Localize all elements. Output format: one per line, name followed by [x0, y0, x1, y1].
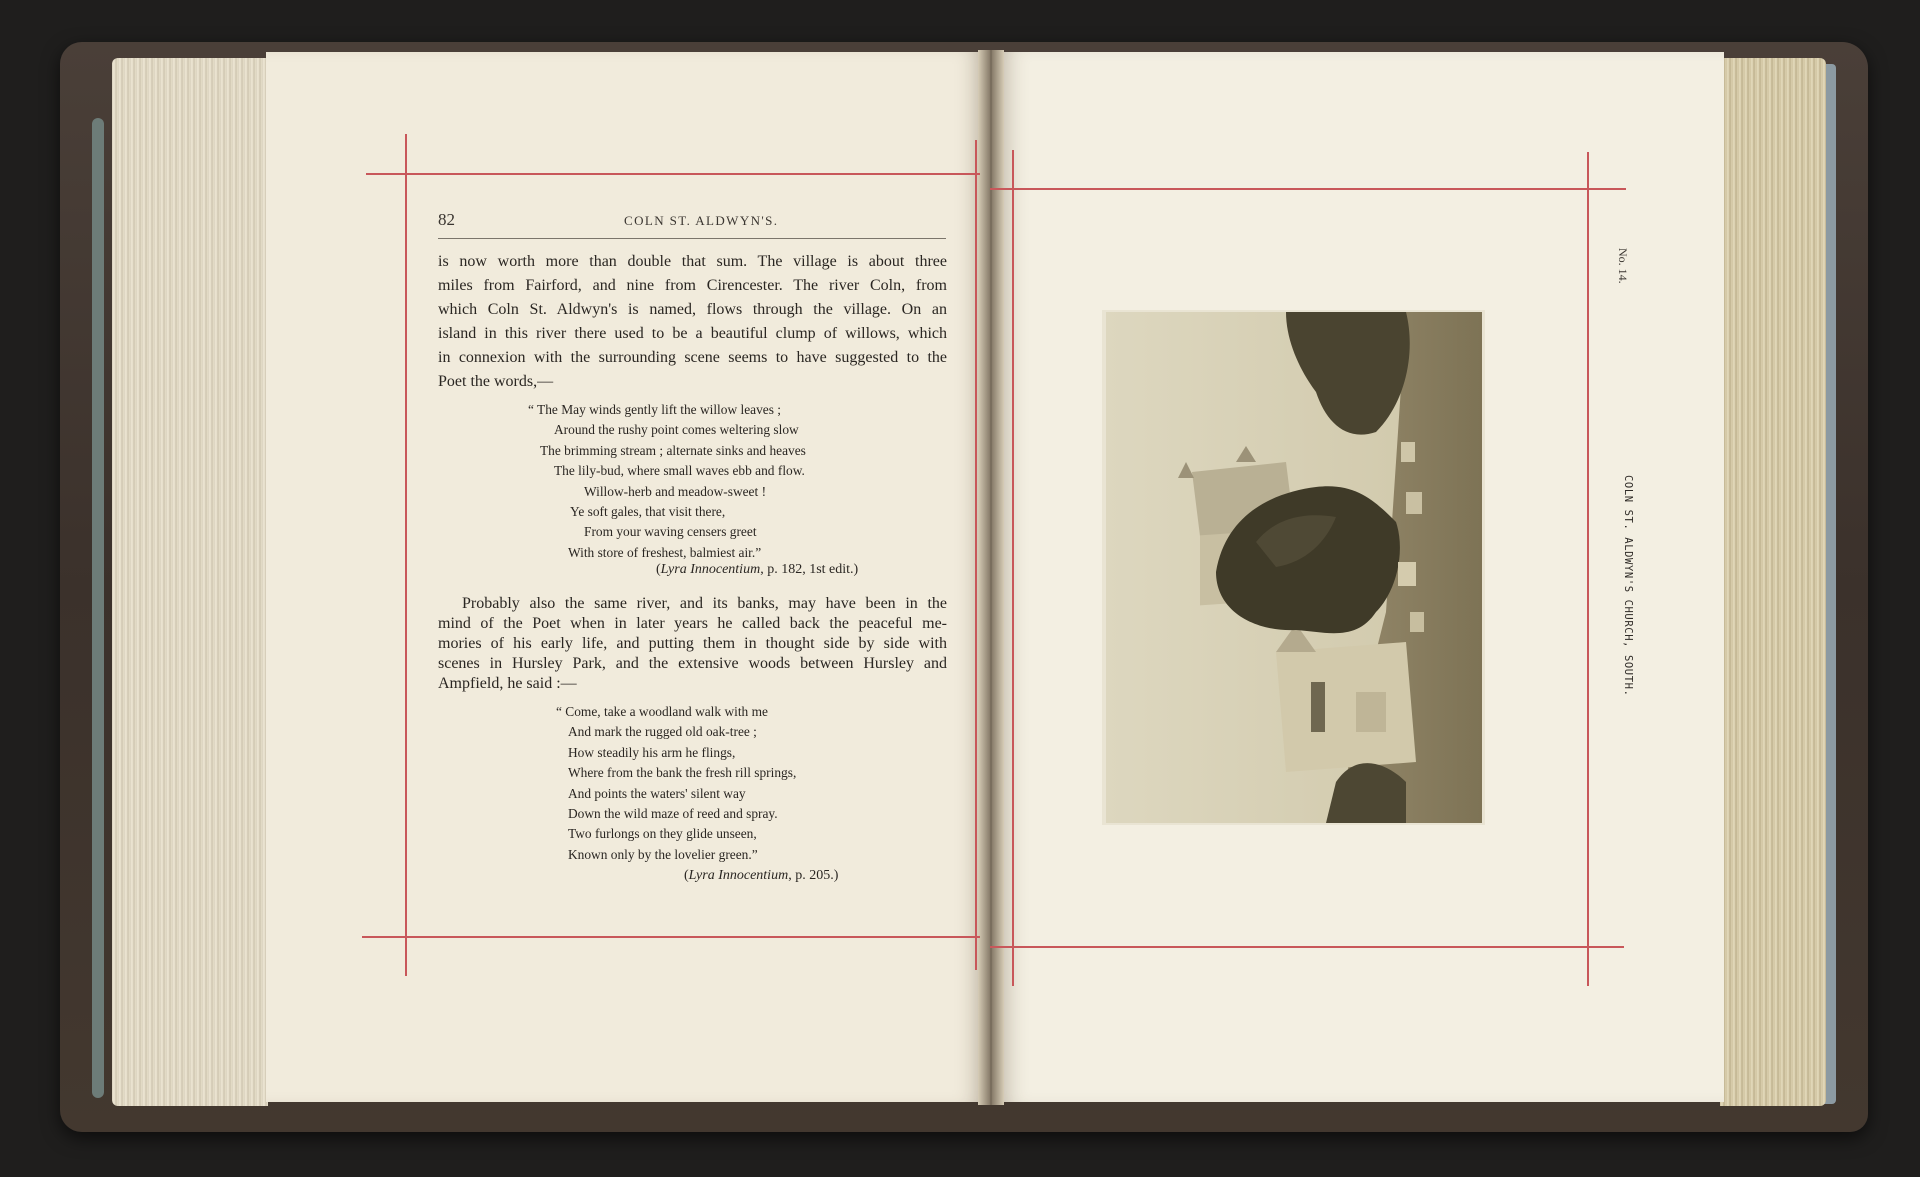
left-frame-right-rule: [975, 140, 977, 970]
verse-line: And mark the rugged old oak-tree ;: [568, 724, 757, 740]
prose-line: miles from Fairford, and nine from Cirencester. The river Coln, from: [438, 277, 947, 294]
right-frame-right-rule: [1587, 152, 1589, 986]
left-frame-bottom-rule: [362, 936, 980, 938]
right-frame-left-rule: [1012, 150, 1014, 986]
left-frame-top-rule: [366, 173, 980, 175]
prose-line: mind of the Poet when in later years he called back the peaceful me-: [438, 615, 947, 632]
verse-line: From your waving censers greet: [584, 524, 757, 540]
verse-2: [556, 702, 796, 865]
prose-line: island in this river there used to be a beautiful clump of willows, which: [438, 325, 947, 342]
verse-line: “ Come, take a woodland walk with me: [556, 704, 768, 719]
citation-open: (: [684, 868, 689, 883]
verse-line: The lily-bud, where small waves ebb and flow.: [554, 463, 805, 479]
citation-work: Lyra Innocentium: [688, 868, 789, 883]
head-rule: [438, 238, 946, 239]
right-frame-top-rule: [990, 188, 1626, 190]
prose-line: which Coln St. Aldwyn's is named, flows through the village. On an: [438, 301, 947, 318]
verse-line: The brimming stream ; alternate sinks and heaves: [540, 442, 806, 458]
verse-line: Known only by the lovelier green.”: [568, 846, 758, 862]
running-title: COLN ST. ALDWYN'S.: [624, 213, 779, 228]
citation-2: [684, 868, 838, 884]
church-photograph-image: [1106, 312, 1482, 823]
plate-number: No. 14.: [1616, 248, 1630, 284]
verse-line: How steadily his arm he flings,: [568, 744, 736, 760]
verse-line: Ye soft gales, that visit there,: [570, 504, 726, 520]
prose-line: Poet the words,—: [438, 373, 554, 390]
plate-caption: COLN ST. ALDWYN'S CHURCH, SOUTH.: [1622, 475, 1634, 697]
prose-line: is now worth more than double that sum. The village is about three: [438, 253, 947, 270]
left-page-stack: [112, 58, 268, 1106]
verse-1: [528, 400, 806, 563]
citation-work: Lyra Innocentium: [660, 562, 761, 577]
running-head: [438, 210, 978, 234]
citation-open: (: [656, 562, 661, 577]
verse-line: “ The May winds gently lift the willow leaves ;: [528, 402, 782, 417]
citation-1: [656, 562, 858, 578]
verse-line: With store of freshest, balmiest air.”: [568, 544, 762, 560]
prose-line: mories of his early life, and putting them in thought side by side with: [438, 635, 947, 652]
left-frame-left-rule: [405, 134, 407, 976]
verse-line: Where from the bank the fresh rill springs,: [568, 765, 797, 781]
church-photograph: [1106, 312, 1482, 823]
citation-rest: , p. 205.): [788, 868, 839, 883]
citation-rest: , p. 182, 1st edit.): [760, 562, 859, 577]
prose-line: Probably also the same river, and its banks, may have been in the: [462, 595, 947, 612]
cover-spine-edge: [92, 118, 104, 1098]
verse-line: Down the wild maze of reed and spray.: [568, 806, 778, 822]
prose-line: in connexion with the surrounding scene seems to have suggested to the: [438, 349, 947, 366]
right-page-stack: [1720, 58, 1826, 1106]
verse-line: Willow-herb and meadow-sweet !: [584, 483, 767, 499]
prose-line: Ampfield, he said :—: [438, 675, 577, 692]
prose-line: scenes in Hursley Park, and the extensive woods between Hursley and: [438, 655, 947, 672]
verse-line: Around the rushy point comes weltering slow: [554, 422, 799, 438]
page-number: 82: [438, 210, 455, 229]
verse-line: And points the waters' silent way: [568, 785, 746, 801]
verse-line: Two furlongs on they glide unseen,: [568, 826, 757, 842]
right-frame-bottom-rule: [990, 946, 1624, 948]
